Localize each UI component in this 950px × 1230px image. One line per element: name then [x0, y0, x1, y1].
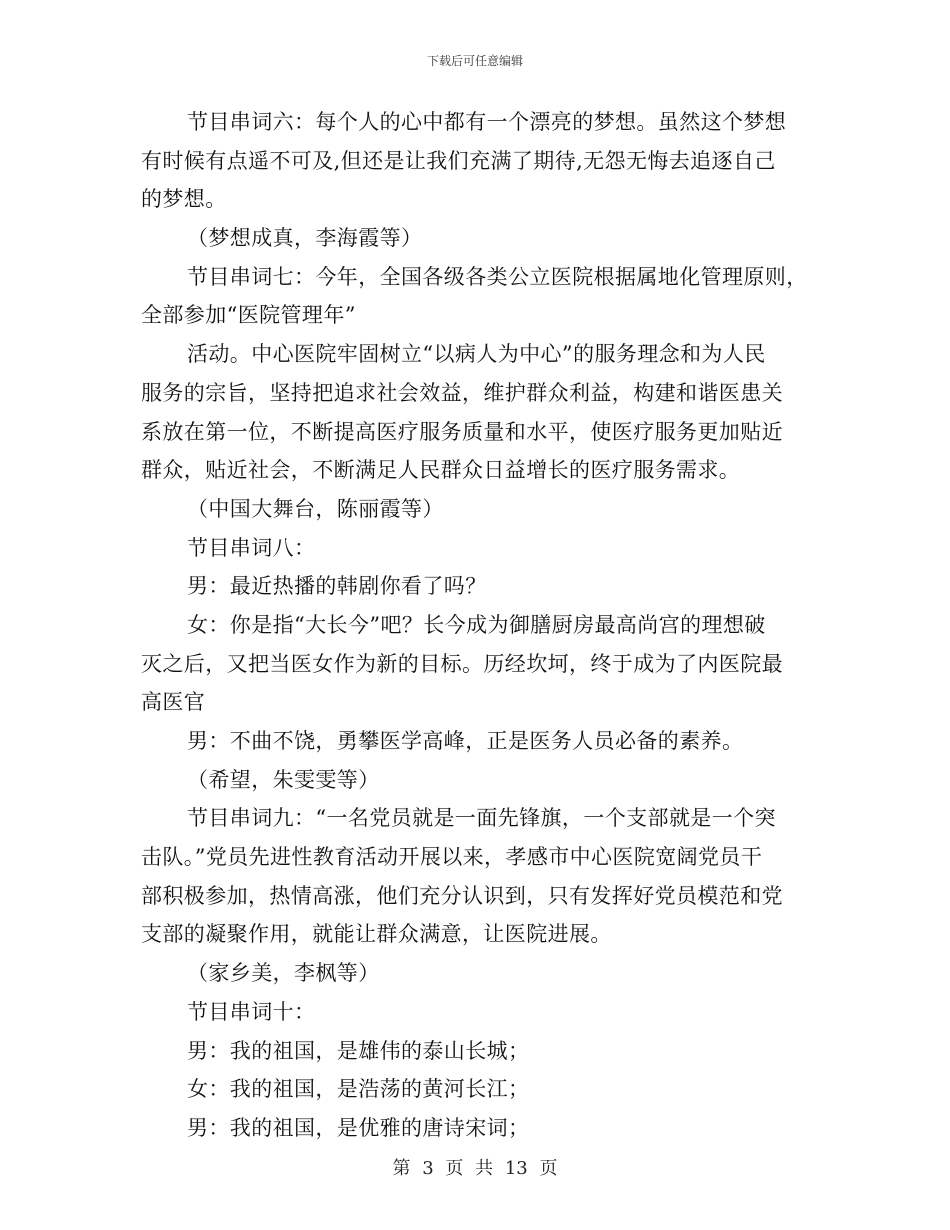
text-line: 活动。中心医院牢固树立“以病人为中心”的服务理念和为人民 [187, 342, 766, 367]
text-line: 女：你是指“大长今”吧？长今成为御膳厨房最高尚宫的理想破 [187, 612, 766, 637]
text-line: 击队。”党员先进性教育活动开展以来，孝感市中心医院宽阔党员干 [141, 845, 763, 870]
text-line: 男：我的祖国，是优雅的唐诗宋词； [187, 1115, 530, 1140]
text-line: 群众，贴近社会，不断满足人民群众日益增长的医疗服务需求。 [141, 458, 741, 483]
page-header: 下载后可任意编辑 [426, 54, 523, 68]
text-line: 有时候有点遥不可及,但还是让我们充满了期待,无怨无悔去追逐自己 [141, 148, 776, 173]
text-line: （梦想成真，李海霞等） [187, 226, 423, 251]
text-line: 男：不曲不饶，勇攀医学高峰，正是医务人员必备的素养。 [187, 729, 744, 753]
text-line: （家乡美，李枫等） [187, 961, 380, 986]
text-line: 节目串词七：今年，全国各级各类公立医院根据属地化管理原则， [187, 264, 808, 289]
text-line: 节目串词六：每个人的心中都有一个漂亮的梦想。虽然这个梦想 [187, 110, 787, 134]
text-line: 灭之后，又把当医女作为新的目标。历经坎坷，终于成为了内医院最 [141, 651, 783, 676]
text-line: 全部参加“医院管理年” [141, 303, 356, 328]
text-line: 高医官 [141, 690, 206, 715]
text-line: 节目串词九：“一名党员就是一面先锋旗，一个支部就是一个突 [187, 806, 776, 831]
text-line: 的梦想。 [141, 187, 227, 212]
page-number: 第 3 页 共 13 页 [392, 1158, 558, 1179]
text-line: 部积极参加，热情高涨，他们充分认识到，只有发挥好党员模范和党 [141, 883, 783, 908]
text-line: 系放在第一位，不断提高医疗服务质量和水平，使医疗服务更加贴近 [141, 419, 783, 444]
text-line: 男：最近热播的韩剧你看了吗？ [187, 574, 487, 599]
text-line: 男：我的祖国，是雄伟的泰山长城； [187, 1038, 530, 1063]
text-line: 节目串词十： [187, 999, 316, 1024]
document-body [141, 103, 808, 1148]
text-line: 服务的宗旨，坚持把追求社会效益，维护群众利益，构建和谐医患关 [141, 380, 783, 405]
text-line: （中国大舞台，陈丽霞等） [187, 496, 444, 521]
text-line: 女：我的祖国，是浩荡的黄河长江； [187, 1077, 530, 1102]
text-line: 节目串词八： [187, 535, 316, 560]
text-line: 支部的凝聚作用，就能让群众满意，让医院进展。 [141, 922, 612, 947]
text-line: （希望，朱雯雯等） [187, 767, 380, 792]
